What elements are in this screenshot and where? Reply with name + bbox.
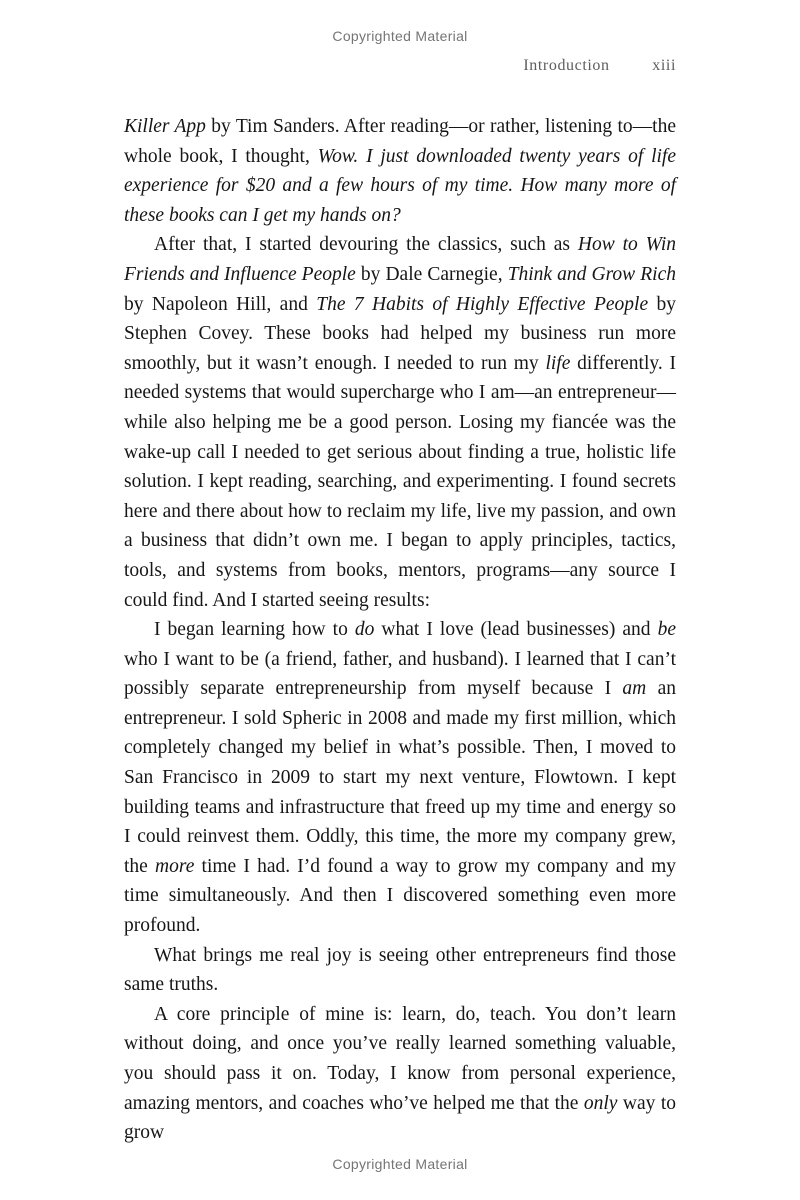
running-header bbox=[124, 57, 676, 75]
paragraph bbox=[124, 112, 676, 230]
italic-text-run: am bbox=[622, 678, 647, 700]
text-run: way to grow bbox=[124, 1092, 676, 1144]
italic-text-run: only bbox=[583, 1092, 618, 1114]
paragraph bbox=[124, 615, 676, 941]
italic-text-run: Wow. I just downloaded twenty years of life experience for $20 and a few hours of my time. How many more of these books can I get my hands on? bbox=[124, 145, 676, 226]
text-run: I began learning how to bbox=[154, 619, 355, 641]
text-run: by Dale Carnegie, bbox=[355, 263, 508, 285]
text-run: time I had. I’d found a way to grow my company and my time simultaneously. And then I discovered something even more profound. bbox=[124, 855, 676, 937]
text-run: by Tim Sanders. After reading—or rather, listening to—the whole book, I thought, bbox=[124, 116, 676, 167]
italic-text-run: life bbox=[545, 352, 571, 374]
page-number: xiii bbox=[652, 57, 676, 74]
italic-text-run: Think and Grow Rich bbox=[507, 263, 676, 285]
paragraph bbox=[124, 1000, 676, 1148]
text-run: differently. I needed systems that would supercharge who I am—an entrepreneur—while also helping me be a good person. Losing my fiancée was the wake-up call I needed to get serious about finding a true, holistic life solution. I kept reading, searching, and experimenting. I found secrets here and there about how to reclaim my life, live my passion, and own a business that didn’t own me. I began to apply principles, tactics, tools, and systems from books, mentors, programs—any source I could find. And I started seeing results: bbox=[124, 352, 676, 611]
body-text bbox=[124, 112, 676, 1148]
italic-text-run: more bbox=[155, 855, 195, 877]
italic-text-run: How to Win Friends and Influence People bbox=[124, 234, 676, 285]
italic-text-run: be bbox=[657, 619, 676, 641]
italic-text-run: do bbox=[354, 619, 375, 641]
text-run: A core principle of mine is: learn, do, teach. You don’t learn without doing, and once you’ve really learned something valuable, you should pass it on. Today, I know from personal experience, amazing mentors, and coaches who’ve helped me that the bbox=[124, 1003, 676, 1114]
copyright-notice-top: Copyrighted Material bbox=[332, 28, 468, 44]
text-run: After that, I started devouring the classics, such as bbox=[154, 234, 578, 256]
paragraph bbox=[124, 230, 676, 615]
text-run: who I want to be (a friend, father, and husband). I learned that I can’t possibly separate entrepreneurship from myself because I bbox=[124, 648, 676, 700]
running-header-chapter: Introduction bbox=[523, 57, 610, 74]
paragraph bbox=[124, 941, 676, 1000]
text-run: What brings me real joy is seeing other entrepreneurs find those same truths. bbox=[124, 944, 676, 996]
text-run: an entrepreneur. I sold Spheric in 2008 and made my first million, which completely changed my belief in what’s possible. Then, I moved to San Francisco in 2009 to start my next venture, Flowtown. I kept building teams and infrastructure that freed up my time and energy so I could reinvest them. Oddly, this time, the more my company grew, the bbox=[124, 678, 677, 877]
text-run: by Napoleon Hill, and bbox=[124, 293, 317, 315]
copyright-notice-bottom: Copyrighted Material bbox=[332, 1156, 468, 1172]
italic-text-run: Killer App bbox=[124, 116, 206, 137]
text-run: by Stephen Covey. These books had helped my business run more smoothly, but it wasn’t enough. I needed to run my bbox=[124, 293, 676, 374]
italic-text-run: The 7 Habits of Highly Effective People bbox=[316, 293, 649, 315]
text-run: what I love (lead businesses) and bbox=[374, 619, 658, 641]
